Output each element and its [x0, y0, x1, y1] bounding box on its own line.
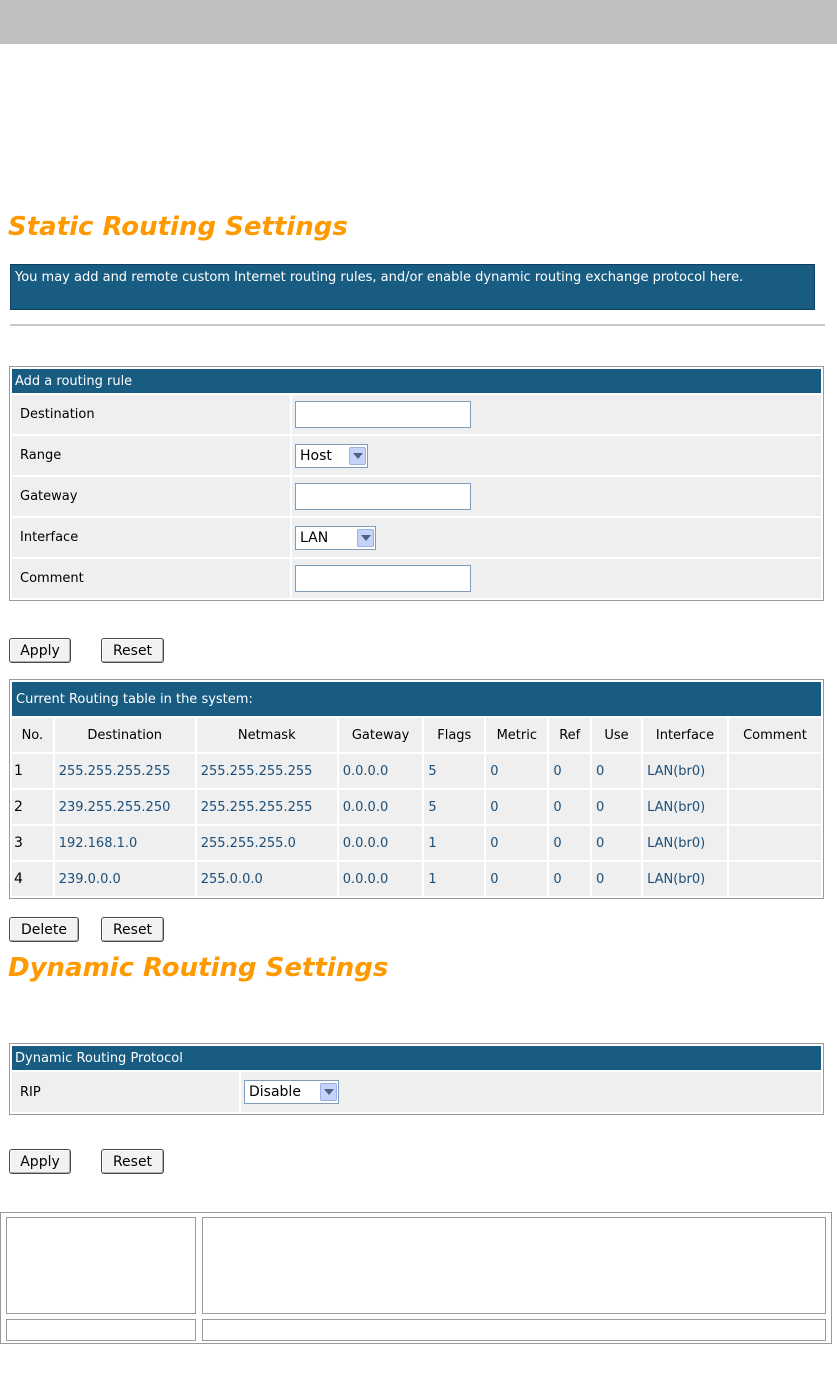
delete-button[interactable]: Delete	[9, 917, 79, 942]
column-header-flags: Flags	[424, 718, 484, 752]
column-header-destination: Destination	[55, 718, 195, 752]
rip-select-value: Disable	[249, 1084, 301, 1100]
table-row[interactable]	[12, 754, 821, 788]
column-header-interface: Interface	[643, 718, 727, 752]
interface-label: Interface	[12, 518, 290, 557]
cell-ref: 0	[549, 754, 590, 788]
cell-destination: 255.255.255.255	[55, 754, 195, 788]
gateway-label: Gateway	[12, 477, 290, 516]
top-bar	[0, 0, 837, 44]
description-banner: You may add and remote custom Internet routing rules, and/or enable dynamic routing exchange protocol here.	[10, 264, 815, 310]
cell-comment	[729, 754, 821, 788]
cell-interface: LAN(br0)	[643, 862, 727, 896]
cell-interface: LAN(br0)	[643, 826, 727, 860]
routing-table-header: Current Routing table in the system:	[12, 682, 821, 716]
cell-destination: 192.168.1.0	[55, 826, 195, 860]
range-label: Range	[12, 436, 290, 475]
document-cell	[202, 1217, 826, 1314]
cell-destination: 239.0.0.0	[55, 862, 195, 896]
cell-destination: 239.255.255.250	[55, 790, 195, 824]
apply-button[interactable]: Apply	[9, 638, 71, 663]
cell-no: 1	[12, 754, 53, 788]
cell-no: 2	[12, 790, 53, 824]
routing-table-column-headers	[12, 718, 821, 752]
column-header-ref: Ref	[549, 718, 590, 752]
cell-flags: 5	[424, 754, 484, 788]
cell-interface: LAN(br0)	[643, 754, 727, 788]
apply-rip-button[interactable]: Apply	[9, 1149, 71, 1174]
cell-comment	[729, 862, 821, 896]
chevron-down-icon[interactable]	[349, 447, 366, 465]
gateway-input[interactable]	[295, 483, 471, 510]
cell-metric: 0	[486, 754, 547, 788]
cell-flags: 1	[424, 826, 484, 860]
column-header-metric: Metric	[486, 718, 547, 752]
column-header-comment: Comment	[729, 718, 821, 752]
document-cell	[6, 1319, 196, 1341]
document-cell	[6, 1217, 196, 1314]
cell-netmask: 255.255.255.255	[197, 790, 337, 824]
cell-gateway: 0.0.0.0	[339, 862, 423, 896]
column-header-netmask: Netmask	[197, 718, 337, 752]
interface-select-value: LAN	[300, 529, 329, 546]
table-row[interactable]	[12, 790, 821, 824]
cell-metric: 0	[486, 790, 547, 824]
range-select[interactable]	[295, 444, 368, 468]
dynamic-routing-title: Dynamic Routing Settings	[8, 953, 389, 983]
cell-use: 0	[592, 790, 641, 824]
divider	[10, 324, 825, 326]
cell-use: 0	[592, 862, 641, 896]
comment-input[interactable]	[295, 565, 471, 592]
cell-flags: 1	[424, 862, 484, 896]
add-rule-table	[9, 366, 824, 601]
dynamic-routing-header: Dynamic Routing Protocol	[12, 1046, 821, 1070]
cell-netmask: 255.255.255.255	[197, 754, 337, 788]
destination-input[interactable]	[295, 401, 471, 428]
cell-ref: 0	[549, 826, 590, 860]
table-row[interactable]	[12, 862, 821, 896]
routing-table	[9, 679, 824, 899]
cell-gateway: 0.0.0.0	[339, 826, 423, 860]
cell-no: 4	[12, 862, 53, 896]
rip-select[interactable]	[244, 1080, 339, 1104]
column-header-use: Use	[592, 718, 641, 752]
cell-flags: 5	[424, 790, 484, 824]
interface-select[interactable]	[295, 526, 376, 550]
cell-gateway: 0.0.0.0	[339, 790, 423, 824]
cell-metric: 0	[486, 862, 547, 896]
cell-use: 0	[592, 754, 641, 788]
dynamic-routing-table	[9, 1043, 824, 1115]
cell-gateway: 0.0.0.0	[339, 754, 423, 788]
column-header-gateway: Gateway	[339, 718, 423, 752]
range-select-value: Host	[300, 447, 332, 464]
document-table	[0, 1212, 832, 1344]
static-routing-title: Static Routing Settings	[8, 212, 348, 242]
cell-interface: LAN(br0)	[643, 790, 727, 824]
reset-button[interactable]: Reset	[101, 638, 164, 663]
table-row[interactable]	[12, 826, 821, 860]
cell-use: 0	[592, 826, 641, 860]
rip-label: RIP	[12, 1072, 239, 1112]
cell-comment	[729, 790, 821, 824]
cell-no: 3	[12, 826, 53, 860]
add-rule-header: Add a routing rule	[12, 369, 821, 393]
comment-label: Comment	[12, 559, 290, 598]
cell-metric: 0	[486, 826, 547, 860]
cell-ref: 0	[549, 862, 590, 896]
cell-netmask: 255.255.255.0	[197, 826, 337, 860]
reset-table-button[interactable]: Reset	[101, 917, 164, 942]
cell-comment	[729, 826, 821, 860]
chevron-down-icon[interactable]	[357, 529, 374, 547]
cell-ref: 0	[549, 790, 590, 824]
column-header-no: No.	[12, 718, 53, 752]
document-cell	[202, 1319, 826, 1341]
chevron-down-icon[interactable]	[320, 1083, 337, 1101]
reset-rip-button[interactable]: Reset	[101, 1149, 164, 1174]
destination-label: Destination	[12, 395, 290, 434]
cell-netmask: 255.0.0.0	[197, 862, 337, 896]
